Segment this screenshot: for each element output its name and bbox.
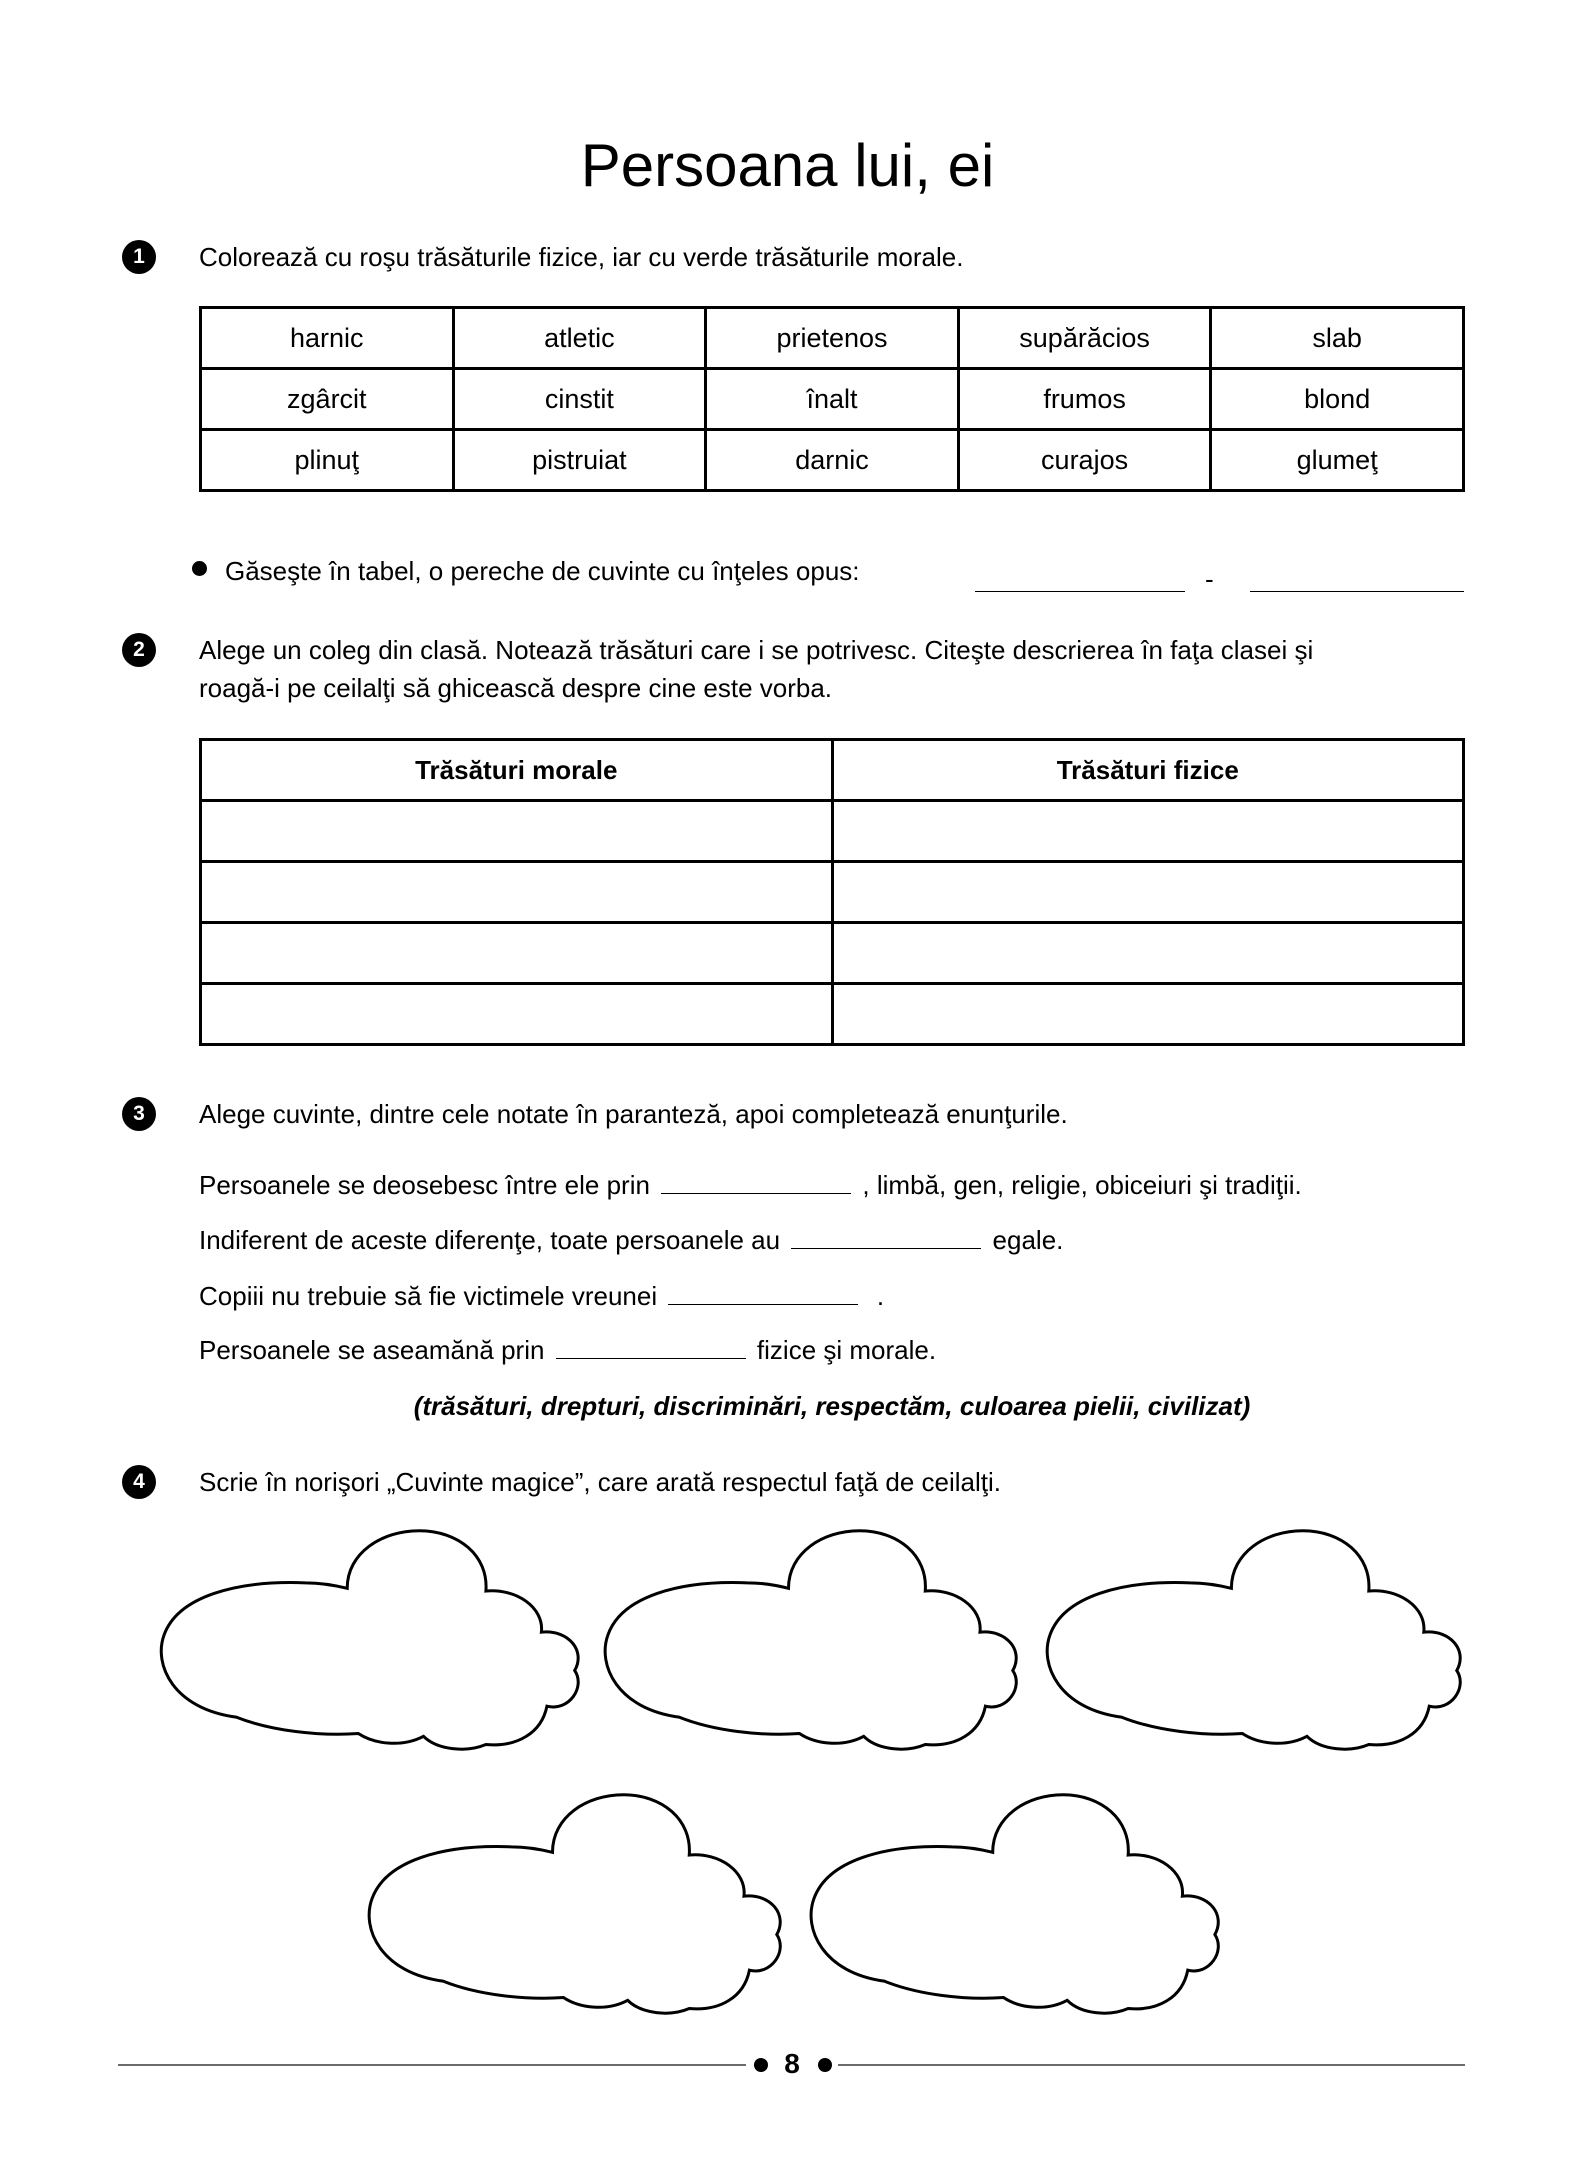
sentence-start: Persoanele se deosebesc între ele prin xyxy=(199,1170,650,1200)
table-row xyxy=(201,369,1464,430)
exercise-number-badge: 1 xyxy=(122,240,156,274)
traits-answer-table xyxy=(199,738,1465,1046)
exercise-1-instruction xyxy=(199,238,963,276)
page-title: Persoana lui, ei xyxy=(580,132,995,199)
trait-cell: plinuţ xyxy=(201,430,454,491)
exercise-3-instruction xyxy=(199,1095,1068,1133)
blank-line xyxy=(1250,591,1464,592)
answer-cell xyxy=(201,862,833,923)
instruction-line: Alege un coleg din clasă. Notează trăsături care i se potrivesc. Citeşte descrierea în faţa clasei şi xyxy=(199,635,1314,665)
table-header-row xyxy=(201,740,1464,801)
exercise-number-badge: 3 xyxy=(122,1097,156,1131)
trait-cell: glumeţ xyxy=(1211,430,1464,491)
trait-cell: darnic xyxy=(706,430,959,491)
trait-cell: slab xyxy=(1211,308,1464,369)
blank-line xyxy=(791,1226,981,1249)
table-row xyxy=(201,923,1464,984)
column-header: Trăsături fizice xyxy=(832,740,1464,801)
fill-in-sentence xyxy=(199,1331,936,1369)
sentence-end: fizice şi morale. xyxy=(756,1335,937,1365)
page-number: 8 xyxy=(784,2048,800,2079)
blank-line xyxy=(556,1336,746,1359)
answer-cell xyxy=(201,984,833,1045)
cloud-outline xyxy=(1047,1531,1460,1749)
exercise-4-instruction xyxy=(199,1463,1001,1501)
trait-cell: supărăcios xyxy=(958,308,1211,369)
sentence-start: Persoanele se aseamănă prin xyxy=(199,1335,545,1365)
exercise-number-badge: 2 xyxy=(122,633,156,667)
column-header: Trăsături morale xyxy=(201,740,833,801)
instruction-text: Alege cuvinte, dintre cele notate în paranteză, apoi completează enunţurile. xyxy=(199,1099,1068,1129)
cloud-outline xyxy=(605,1531,1016,1749)
answer-cell xyxy=(201,801,833,862)
trait-cell: frumos xyxy=(958,369,1211,430)
answer-cell xyxy=(832,862,1464,923)
cloud-answer-box xyxy=(1039,1528,1465,1750)
table-row xyxy=(201,430,1464,491)
trait-cell: înalt xyxy=(706,369,959,430)
word-bank: (trăsături, drepturi, discriminări, respectăm, culoarea pielii, civilizat) xyxy=(413,1391,1251,1421)
exercise-2-instruction xyxy=(199,631,1313,707)
sentence-end: . xyxy=(876,1281,885,1311)
trait-cell: zgârcit xyxy=(201,369,454,430)
blank-line xyxy=(661,1171,851,1194)
cloud-answer-box xyxy=(597,1528,1021,1750)
cloud-answer-box xyxy=(153,1528,583,1750)
sentence-start: Indiferent de aceste diferenţe, toate persoanele au xyxy=(199,1225,781,1255)
sentence-start: Copiii nu trebuie să fie victimele vreunei xyxy=(199,1281,658,1311)
pair-separator: - xyxy=(1205,564,1214,594)
trait-cell: cinstit xyxy=(453,369,706,430)
fill-in-sentence xyxy=(199,1277,884,1315)
bullet-dot xyxy=(192,561,207,576)
trait-cell: blond xyxy=(1211,369,1464,430)
sentence-end: egale. xyxy=(992,1225,1064,1255)
trait-cell: atletic xyxy=(453,308,706,369)
trait-cell: curajos xyxy=(958,430,1211,491)
fill-in-sentence xyxy=(199,1166,1302,1204)
footer-dot xyxy=(818,2058,832,2072)
blank-line xyxy=(668,1282,858,1305)
instruction-text: Scrie în norişori „Cuvinte magice”, care arată respectul faţă de ceilalţi. xyxy=(199,1467,1002,1497)
trait-cell: prietenos xyxy=(706,308,959,369)
traits-table xyxy=(199,306,1465,492)
opposites-subtask: Găseşte în tabel, o pereche de cuvinte cu înţeles opus: xyxy=(225,556,860,586)
instruction-text: Colorează cu roşu trăsăturile fizice, iar cu verde trăsăturile morale. xyxy=(199,242,964,272)
exercise-number-badge: 4 xyxy=(122,1465,156,1499)
cloud-outline xyxy=(811,1795,1218,2013)
blank-line xyxy=(975,591,1185,592)
fill-in-sentence xyxy=(199,1221,1063,1259)
table-row xyxy=(201,862,1464,923)
table-row xyxy=(201,801,1464,862)
answer-cell xyxy=(832,801,1464,862)
answer-cell xyxy=(832,923,1464,984)
instruction-line: roagă-i pe ceilalţi să ghicească despre cine este vorba. xyxy=(199,673,833,703)
trait-cell: harnic xyxy=(201,308,454,369)
sentence-end: , limbă, gen, religie, obiceiuri şi tradiţii. xyxy=(862,1170,1302,1200)
trait-cell: pistruiat xyxy=(453,430,706,491)
answer-cell xyxy=(832,984,1464,1045)
cloud-answer-box xyxy=(361,1792,785,2014)
cloud-answer-box xyxy=(803,1792,1223,2014)
cloud-outline xyxy=(369,1795,780,2013)
table-row xyxy=(201,984,1464,1045)
table-row xyxy=(201,308,1464,369)
answer-cell xyxy=(201,923,833,984)
cloud-outline xyxy=(161,1531,578,1749)
